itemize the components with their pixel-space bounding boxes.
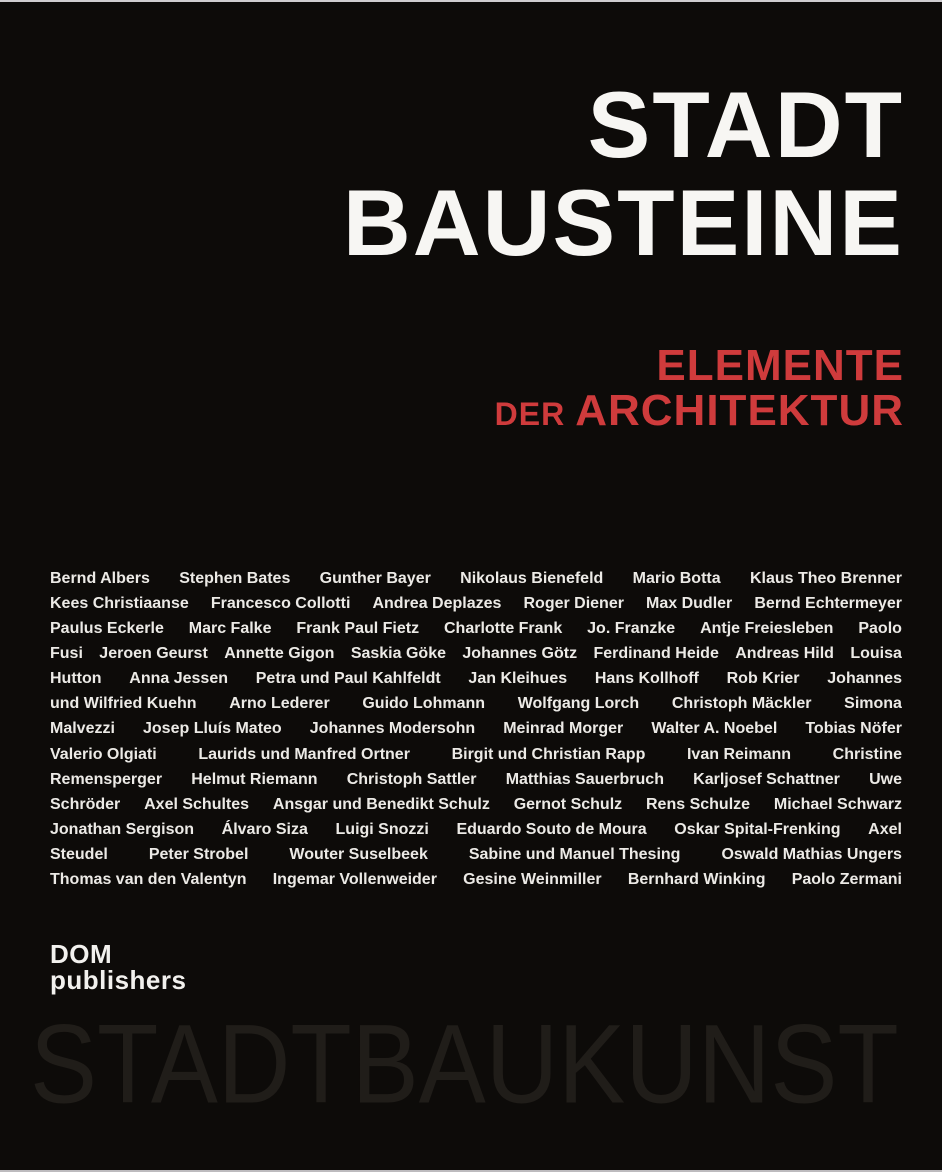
title-line-2: BAUSTEINE (342, 170, 904, 275)
names-line (50, 846, 902, 864)
architect-name: Simona (844, 695, 902, 713)
book-subtitle (495, 343, 904, 437)
architect-name: Michael Schwarz (773, 795, 902, 813)
architect-name: Johannes Modersohn (309, 720, 476, 738)
architect-name: Christine (832, 745, 902, 763)
publisher-logo (50, 941, 186, 993)
architect-name: Paolo Zermani (791, 870, 902, 888)
architect-name: Schröder (50, 795, 121, 813)
subtitle-architektur: ARCHITEKTUR (575, 386, 904, 435)
architect-name: Jan Kleihues (468, 670, 568, 688)
architect-name: Bernhard Winking (627, 870, 766, 888)
architect-name: Ivan Reimann (686, 745, 792, 763)
architect-name: Axel (868, 820, 902, 838)
architect-name: Valerio Olgiati (50, 745, 157, 763)
architect-name: Malvezzi (50, 720, 115, 738)
architect-name: Luigi Snozzi (335, 820, 429, 838)
architect-name: Ansgar und Benedikt Schulz (272, 795, 490, 813)
architect-name: Steudel (50, 845, 108, 863)
architect-name: Oswald Mathias Ungers (721, 845, 902, 863)
architect-name: Karljosef Schattner (693, 770, 840, 788)
names-line (50, 771, 902, 789)
architect-name: Gernot Schulz (513, 795, 623, 813)
architect-name: Rens Schulze (646, 795, 751, 813)
architect-name: Ingemar Vollenweider (272, 870, 437, 888)
architect-name: Álvaro Siza (221, 820, 308, 838)
book-title (342, 72, 904, 275)
architect-name: Axel Schultes (144, 795, 250, 813)
architect-name: Christoph Mäckler (671, 695, 812, 713)
architect-name: Remensperger (50, 770, 163, 788)
architect-name: Annette Gigon (224, 645, 335, 663)
architect-name: Jo. Franzke (587, 620, 676, 638)
architect-name: Bernd Albers (50, 570, 150, 587)
architect-name: Eduardo Souto de Moura (456, 820, 647, 838)
architect-name: Guido Lohmann (362, 695, 486, 713)
subtitle-line-1: ELEMENTE (656, 341, 904, 390)
subtitle-der: DER (494, 396, 566, 432)
architects-name-list (50, 570, 902, 889)
architect-name: Francesco Collotti (210, 595, 351, 613)
names-line (50, 720, 902, 738)
architect-name: Roger Diener (523, 595, 624, 613)
architect-name: Thomas van den Valentyn (50, 870, 247, 888)
architect-name: Fusi (50, 645, 83, 663)
architect-name: Oskar Spital-Frenking (674, 820, 841, 838)
architect-name: Josep Lluís Mateo (143, 720, 282, 738)
architect-name: Arno Lederer (229, 695, 330, 713)
architect-name: Jeroen Geurst (99, 645, 208, 663)
names-line (50, 645, 902, 663)
architect-name: Klaus Theo Brenner (749, 570, 902, 587)
title-line-1: STADT (587, 72, 904, 177)
architect-name: Gunther Bayer (319, 570, 431, 587)
architect-name: Frank Paul Fietz (296, 620, 420, 638)
names-line (50, 871, 902, 889)
names-line (50, 595, 902, 613)
names-line (50, 695, 902, 713)
architect-name: Johannes Götz (462, 645, 578, 663)
architect-name: Mario Botta (632, 570, 721, 587)
names-line (50, 670, 902, 688)
names-line (50, 570, 902, 588)
architect-name: Antje Freiesleben (700, 620, 834, 638)
architect-name: Paolo (858, 620, 902, 638)
series-watermark: STADTBAUKUNST (30, 1000, 899, 1127)
names-line (50, 746, 902, 764)
architect-name: Paulus Eckerle (50, 620, 164, 638)
architect-name: Helmut Riemann (191, 770, 318, 788)
architect-name: Wouter Suselbeek (289, 845, 428, 863)
architect-name: Louisa (850, 645, 902, 663)
names-line (50, 821, 902, 839)
architect-name: Uwe (869, 770, 902, 788)
architect-name: Stephen Bates (179, 570, 291, 587)
architect-name: Nikolaus Bienefeld (460, 570, 604, 587)
architect-name: Meinrad Morger (503, 720, 624, 738)
architect-name: Andrea Deplazes (372, 595, 502, 613)
architect-name: Matthias Sauerbruch (505, 770, 664, 788)
architect-name: Christoph Sattler (346, 770, 477, 788)
names-line (50, 620, 902, 638)
architect-name: Hans Kollhoff (594, 670, 699, 688)
architect-name: Hutton (50, 670, 102, 688)
architect-name: Andreas Hild (735, 645, 834, 663)
architect-name: Peter Strobel (148, 845, 249, 863)
architect-name: Saskia Göke (350, 645, 446, 663)
architect-name: Bernd Echtermeyer (754, 595, 902, 613)
top-edge-line (0, 0, 942, 2)
names-line (50, 796, 902, 814)
architect-name: und Wilfried Kuehn (50, 695, 197, 713)
publisher-name: DOM (50, 939, 113, 969)
publisher-type: publishers (50, 965, 187, 995)
architect-name: Laurids und Manfred Ortner (198, 745, 410, 763)
subtitle-line-2 (495, 388, 904, 437)
architect-name: Gesine Weinmiller (463, 870, 602, 888)
architect-name: Birgit und Christian Rapp (451, 745, 646, 763)
architect-name: Ferdinand Heide (593, 645, 719, 663)
architect-name: Johannes (827, 670, 902, 688)
architect-name: Max Dudler (646, 595, 733, 613)
architect-name: Anna Jessen (129, 670, 228, 688)
architect-name: Jonathan Sergison (50, 820, 195, 838)
architect-name: Sabine und Manuel Thesing (468, 845, 681, 863)
architect-name: Marc Falke (188, 620, 272, 638)
architect-name: Petra und Paul Kahlfeldt (255, 670, 441, 688)
architect-name: Kees Christiaanse (50, 595, 189, 613)
architect-name: Tobias Nöfer (805, 720, 902, 738)
architect-name: Rob Krier (726, 670, 800, 688)
architect-name: Wolfgang Lorch (517, 695, 640, 713)
architect-name: Charlotte Frank (443, 620, 563, 638)
architect-name: Walter A. Noebel (651, 720, 778, 738)
